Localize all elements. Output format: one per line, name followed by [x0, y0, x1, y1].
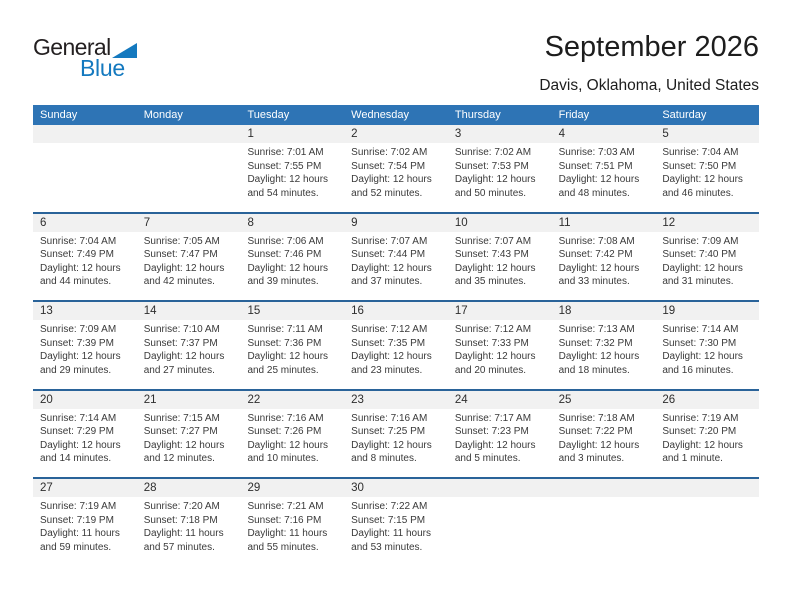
day-number: 3 [448, 125, 552, 143]
daylight-text: Daylight: 11 hours and 55 minutes. [247, 528, 328, 553]
sunset-text: Sunset: 7:26 PM [247, 426, 322, 437]
day-details [552, 409, 656, 466]
sunset-text: Sunset: 7:33 PM [454, 337, 529, 349]
day-details [448, 232, 552, 289]
calendar-cell [33, 214, 137, 301]
calendar-cell [33, 302, 137, 389]
sunset-text: Sunset: 7:30 PM [662, 337, 737, 349]
day-number [552, 479, 656, 497]
sunset-text: Sunset: 7:29 PM [40, 426, 114, 437]
day-number: 5 [655, 125, 759, 143]
day-details [448, 320, 552, 377]
calendar-cell [655, 125, 759, 212]
weekday-header-tuesday: Tuesday [247, 109, 290, 121]
day-number: 24 [448, 391, 552, 409]
day-details [552, 143, 656, 200]
page-subtitle: Davis, Oklahoma, United States [539, 77, 759, 94]
daylight-text: Daylight: 12 hours and 23 minutes. [351, 351, 432, 376]
calendar-weeks [33, 125, 759, 566]
day-number [655, 479, 759, 497]
sunset-text: Sunset: 7:49 PM [40, 249, 114, 260]
day-number: 18 [552, 302, 656, 320]
day-number: 28 [137, 479, 241, 497]
sunset-text: Sunset: 7:40 PM [662, 249, 737, 260]
daylight-text: Daylight: 12 hours and 8 minutes. [351, 439, 432, 464]
sunrise-text: Sunrise: 7:16 AM [351, 412, 428, 424]
day-details [33, 320, 137, 377]
daylight-text: Daylight: 12 hours and 16 minutes. [662, 351, 743, 376]
calendar-cell [137, 302, 241, 389]
day-number [137, 125, 241, 143]
day-details [552, 232, 656, 289]
daylight-text: Daylight: 12 hours and 1 minute. [662, 439, 743, 464]
day-details [344, 143, 448, 200]
day-details [240, 232, 344, 289]
calendar-cell [448, 391, 552, 478]
day-number: 15 [240, 302, 344, 320]
daylight-text: Daylight: 12 hours and 37 minutes. [351, 262, 432, 287]
daylight-text: Daylight: 12 hours and 46 minutes. [662, 174, 743, 199]
daylight-text: Daylight: 12 hours and 10 minutes. [247, 439, 329, 464]
calendar-cell [240, 479, 344, 566]
daylight-text: Daylight: 11 hours and 53 minutes. [351, 528, 432, 553]
sunset-text: Sunset: 7:54 PM [351, 160, 426, 172]
calendar-cell [655, 391, 759, 478]
day-number: 8 [240, 214, 344, 232]
sunrise-text: Sunrise: 7:05 AM [143, 235, 220, 247]
day-details [240, 497, 344, 554]
sunset-text: Sunset: 7:55 PM [247, 160, 322, 172]
sunrise-text: Sunrise: 7:21 AM [247, 501, 324, 512]
sunset-text: Sunset: 7:37 PM [143, 337, 218, 349]
sunrise-text: Sunrise: 7:02 AM [454, 147, 532, 158]
calendar-cell [344, 302, 448, 389]
day-details [240, 320, 344, 377]
daylight-text: Daylight: 12 hours and 18 minutes. [558, 351, 640, 376]
day-details [655, 232, 759, 289]
day-details [33, 497, 137, 554]
calendar-cell [240, 391, 344, 478]
sunrise-text: Sunrise: 7:18 AM [558, 412, 635, 424]
sunset-text: Sunset: 7:32 PM [558, 337, 633, 349]
day-details [33, 409, 137, 466]
daylight-text: Daylight: 12 hours and 3 minutes. [558, 439, 640, 464]
sunset-text: Sunset: 7:46 PM [247, 249, 322, 260]
calendar-cell [552, 302, 656, 389]
sunset-text: Sunset: 7:22 PM [558, 426, 633, 437]
daylight-text: Daylight: 12 hours and 12 minutes. [143, 439, 225, 464]
calendar-cell [552, 214, 656, 301]
calendar-cell-empty [137, 125, 241, 212]
daylight-text: Daylight: 12 hours and 25 minutes. [247, 351, 329, 376]
daylight-text: Daylight: 12 hours and 20 minutes. [454, 351, 536, 376]
weekday-header-wednesday: Wednesday [351, 109, 410, 121]
sunrise-text: Sunrise: 7:20 AM [143, 501, 220, 512]
daylight-text: Daylight: 12 hours and 44 minutes. [40, 262, 121, 287]
sunrise-text: Sunrise: 7:14 AM [662, 324, 739, 335]
day-number: 11 [552, 214, 656, 232]
sunrise-text: Sunrise: 7:09 AM [662, 235, 739, 247]
sunset-text: Sunset: 7:42 PM [558, 249, 633, 260]
day-details [344, 409, 448, 466]
sunrise-text: Sunrise: 7:19 AM [662, 412, 739, 424]
day-details [655, 409, 759, 466]
sunrise-text: Sunrise: 7:15 AM [143, 412, 220, 424]
sunrise-text: Sunrise: 7:04 AM [40, 235, 117, 247]
calendar-cell-empty [655, 479, 759, 566]
calendar-cell [240, 214, 344, 301]
day-number: 16 [344, 302, 448, 320]
calendar-cell [448, 125, 552, 212]
sunrise-text: Sunrise: 7:02 AM [351, 147, 428, 158]
daylight-text: Daylight: 12 hours and 39 minutes. [247, 262, 329, 287]
day-number: 12 [655, 214, 759, 232]
weekday-header-monday: Monday [143, 109, 183, 121]
day-number [33, 125, 137, 143]
calendar-cell [137, 479, 241, 566]
week-row [33, 477, 759, 566]
sunset-text: Sunset: 7:35 PM [351, 337, 426, 349]
day-number: 10 [448, 214, 552, 232]
calendar-cell [240, 125, 344, 212]
sunrise-text: Sunrise: 7:11 AM [247, 324, 323, 335]
calendar-cell-empty [448, 479, 552, 566]
day-number: 17 [448, 302, 552, 320]
sunset-text: Sunset: 7:25 PM [351, 426, 426, 437]
calendar-cell [448, 302, 552, 389]
daylight-text: Daylight: 12 hours and 27 minutes. [143, 351, 225, 376]
sunset-text: Sunset: 7:27 PM [143, 426, 218, 437]
day-number: 21 [137, 391, 241, 409]
sunrise-text: Sunrise: 7:07 AM [454, 235, 532, 247]
week-row [33, 125, 759, 212]
calendar-cell [448, 214, 552, 301]
day-number: 29 [240, 479, 344, 497]
calendar-cell-empty [552, 479, 656, 566]
calendar-cell [655, 302, 759, 389]
sunrise-text: Sunrise: 7:01 AM [247, 147, 324, 158]
calendar-table [33, 105, 759, 566]
day-details [137, 497, 241, 554]
sunset-text: Sunset: 7:36 PM [247, 337, 322, 349]
day-number: 4 [552, 125, 656, 143]
calendar-cell-empty [33, 125, 137, 212]
day-details [33, 232, 137, 289]
calendar-cell [655, 214, 759, 301]
daylight-text: Daylight: 12 hours and 29 minutes. [40, 351, 121, 376]
sunrise-text: Sunrise: 7:22 AM [351, 501, 428, 512]
sunset-text: Sunset: 7:50 PM [662, 160, 737, 172]
sunrise-text: Sunrise: 7:13 AM [558, 324, 635, 335]
sunset-text: Sunset: 7:15 PM [351, 514, 426, 526]
day-number: 22 [240, 391, 344, 409]
sunrise-text: Sunrise: 7:14 AM [40, 412, 117, 424]
daylight-text: Daylight: 12 hours and 50 minutes. [454, 174, 536, 199]
daylight-text: Daylight: 12 hours and 33 minutes. [558, 262, 640, 287]
weekday-header-saturday: Saturday [662, 109, 707, 121]
day-number: 6 [33, 214, 137, 232]
day-details [137, 320, 241, 377]
weekday-header-row [33, 105, 759, 125]
calendar-cell [137, 391, 241, 478]
sunrise-text: Sunrise: 7:07 AM [351, 235, 428, 247]
week-row [33, 389, 759, 478]
sunrise-text: Sunrise: 7:19 AM [40, 501, 117, 512]
daylight-text: Daylight: 11 hours and 57 minutes. [143, 528, 224, 553]
day-number: 27 [33, 479, 137, 497]
daylight-text: Daylight: 12 hours and 31 minutes. [662, 262, 743, 287]
day-number: 9 [344, 214, 448, 232]
sunset-text: Sunset: 7:44 PM [351, 249, 426, 260]
weekday-header-thursday: Thursday [454, 109, 501, 121]
weekday-header-friday: Friday [558, 109, 590, 121]
calendar-cell [33, 391, 137, 478]
day-details [448, 409, 552, 466]
logo-text-general: General [33, 34, 111, 60]
sunrise-text: Sunrise: 7:12 AM [454, 324, 532, 335]
sunrise-text: Sunrise: 7:03 AM [558, 147, 635, 158]
daylight-text: Daylight: 12 hours and 54 minutes. [247, 174, 329, 199]
daylight-text: Daylight: 12 hours and 14 minutes. [40, 439, 121, 464]
day-number: 25 [552, 391, 656, 409]
calendar-cell [344, 479, 448, 566]
sunrise-text: Sunrise: 7:04 AM [662, 147, 739, 158]
daylight-text: Daylight: 11 hours and 59 minutes. [40, 528, 120, 553]
sunrise-text: Sunrise: 7:16 AM [247, 412, 324, 424]
calendar-cell [137, 214, 241, 301]
sunset-text: Sunset: 7:47 PM [143, 249, 218, 260]
calendar-cell [344, 125, 448, 212]
day-details [240, 409, 344, 466]
daylight-text: Daylight: 12 hours and 35 minutes. [454, 262, 536, 287]
daylight-text: Daylight: 12 hours and 42 minutes. [143, 262, 225, 287]
sunrise-text: Sunrise: 7:10 AM [143, 324, 220, 335]
daylight-text: Daylight: 12 hours and 5 minutes. [454, 439, 536, 464]
day-details [137, 409, 241, 466]
sunset-text: Sunset: 7:39 PM [40, 337, 114, 349]
general-blue-logo [33, 36, 137, 80]
sunrise-text: Sunrise: 7:08 AM [558, 235, 635, 247]
daylight-text: Daylight: 12 hours and 52 minutes. [351, 174, 432, 199]
day-details [344, 232, 448, 289]
logo-text-blue: Blue [80, 55, 125, 81]
day-number: 20 [33, 391, 137, 409]
sunrise-text: Sunrise: 7:12 AM [351, 324, 428, 335]
day-number: 30 [344, 479, 448, 497]
day-details [655, 143, 759, 200]
sunrise-text: Sunrise: 7:17 AM [454, 412, 532, 424]
day-number: 7 [137, 214, 241, 232]
day-details [552, 320, 656, 377]
calendar-cell [552, 125, 656, 212]
day-number [448, 479, 552, 497]
day-details [344, 320, 448, 377]
sunset-text: Sunset: 7:18 PM [143, 514, 218, 526]
day-number: 23 [344, 391, 448, 409]
day-details [240, 143, 344, 200]
day-details [448, 143, 552, 200]
day-details [344, 497, 448, 554]
sunset-text: Sunset: 7:23 PM [454, 426, 529, 437]
sunset-text: Sunset: 7:43 PM [454, 249, 529, 260]
sunset-text: Sunset: 7:53 PM [454, 160, 529, 172]
calendar-cell [552, 391, 656, 478]
day-number: 19 [655, 302, 759, 320]
sunrise-text: Sunrise: 7:09 AM [40, 324, 117, 335]
day-number: 13 [33, 302, 137, 320]
calendar-cell [344, 214, 448, 301]
day-number: 26 [655, 391, 759, 409]
day-details [655, 320, 759, 377]
weekday-header-sunday: Sunday [40, 109, 78, 121]
page-title: September 2026 [544, 31, 759, 63]
sunset-text: Sunset: 7:19 PM [40, 514, 114, 526]
day-number: 1 [240, 125, 344, 143]
day-number: 2 [344, 125, 448, 143]
week-row [33, 212, 759, 301]
calendar-cell [344, 391, 448, 478]
calendar-cell [240, 302, 344, 389]
sunrise-text: Sunrise: 7:06 AM [247, 235, 324, 247]
week-row [33, 300, 759, 389]
sunset-text: Sunset: 7:16 PM [247, 514, 322, 526]
sunset-text: Sunset: 7:20 PM [662, 426, 737, 437]
calendar-cell [33, 479, 137, 566]
day-number: 14 [137, 302, 241, 320]
day-details [137, 232, 241, 289]
sunset-text: Sunset: 7:51 PM [558, 160, 633, 172]
daylight-text: Daylight: 12 hours and 48 minutes. [558, 174, 640, 199]
